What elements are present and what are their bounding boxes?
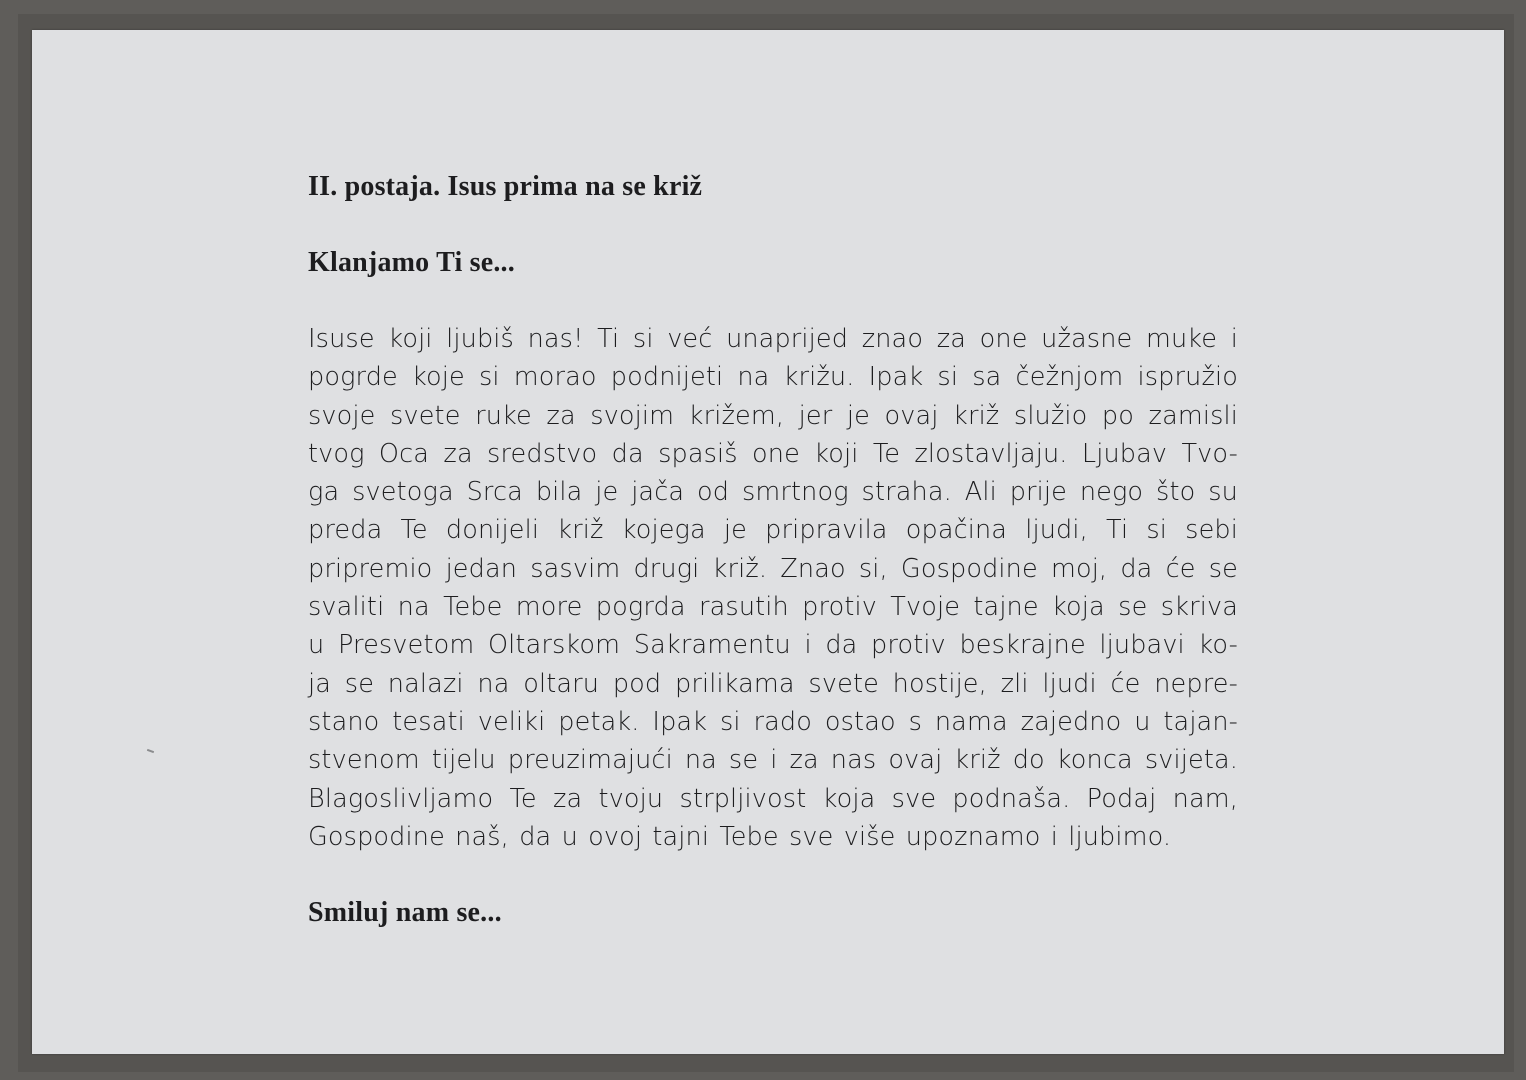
prayer-line: ja se nalazi na oltaru pod prilikama svete hostije, zli ljudi će nepre- [308,668,1238,699]
prayer-line: Blagoslivljamo Te za tvoju strpljivost koja sve podnaša. Podaj nam, [308,783,1238,814]
prayer-line: pripremio jedan sasvim drugi križ. Znao si, Gospodine moj, da će se [308,553,1238,584]
printed-card [32,30,1504,1054]
prayer-line: tvog Oca za sredstvo da spasiš one koji Te zlostavljaju. Ljubav Tvo- [308,438,1238,469]
closing-response: Smiluj nam se... [308,897,502,929]
prayer-line: svaliti na Tebe more pogrda rasutih protiv Tvoje tajne koja se skriva [308,592,1238,623]
prayer-body [308,320,1238,856]
prayer-line: Isuse koji ljubiš nas! Ti si već unaprijed znao za one užasne muke i [308,324,1238,354]
prayer-line: stano tesati veliki petak. Ipak si rado ostao s nama zajedno u tajan- [308,706,1238,737]
prayer-line: svoje svete ruke za svojim križem, jer je ovaj križ služio po zamisli [308,400,1238,431]
prayer-line: pogrde koje si morao podnijeti na križu. Ipak si sa čežnjom ispružio [308,362,1238,393]
prayer-line: stvenom tijelu preuzimajući na se i za nas ovaj križ do konca svijeta. [308,745,1238,776]
prayer-line: u Presvetom Oltarskom Sakramentu i da protiv beskrajne ljubavi ko- [308,630,1238,661]
opening-response: Klanjamo Ti se... [308,247,515,278]
station-title: II. postaja. Isus prima na se križ [308,171,703,202]
prayer-line: Gospodine naš, da u ovoj tajni Tebe sve više upoznamo i ljubimo. [308,821,1172,852]
text-block [308,168,1238,932]
paper-mark [147,749,154,753]
prayer-line: preda Te donijeli križ kojega je pripravila opačina ljudi, Ti si sebi [308,515,1238,546]
prayer-line: ga svetoga Srca bila je jača od smrtnog straha. Ali prije nego što su [308,477,1238,508]
